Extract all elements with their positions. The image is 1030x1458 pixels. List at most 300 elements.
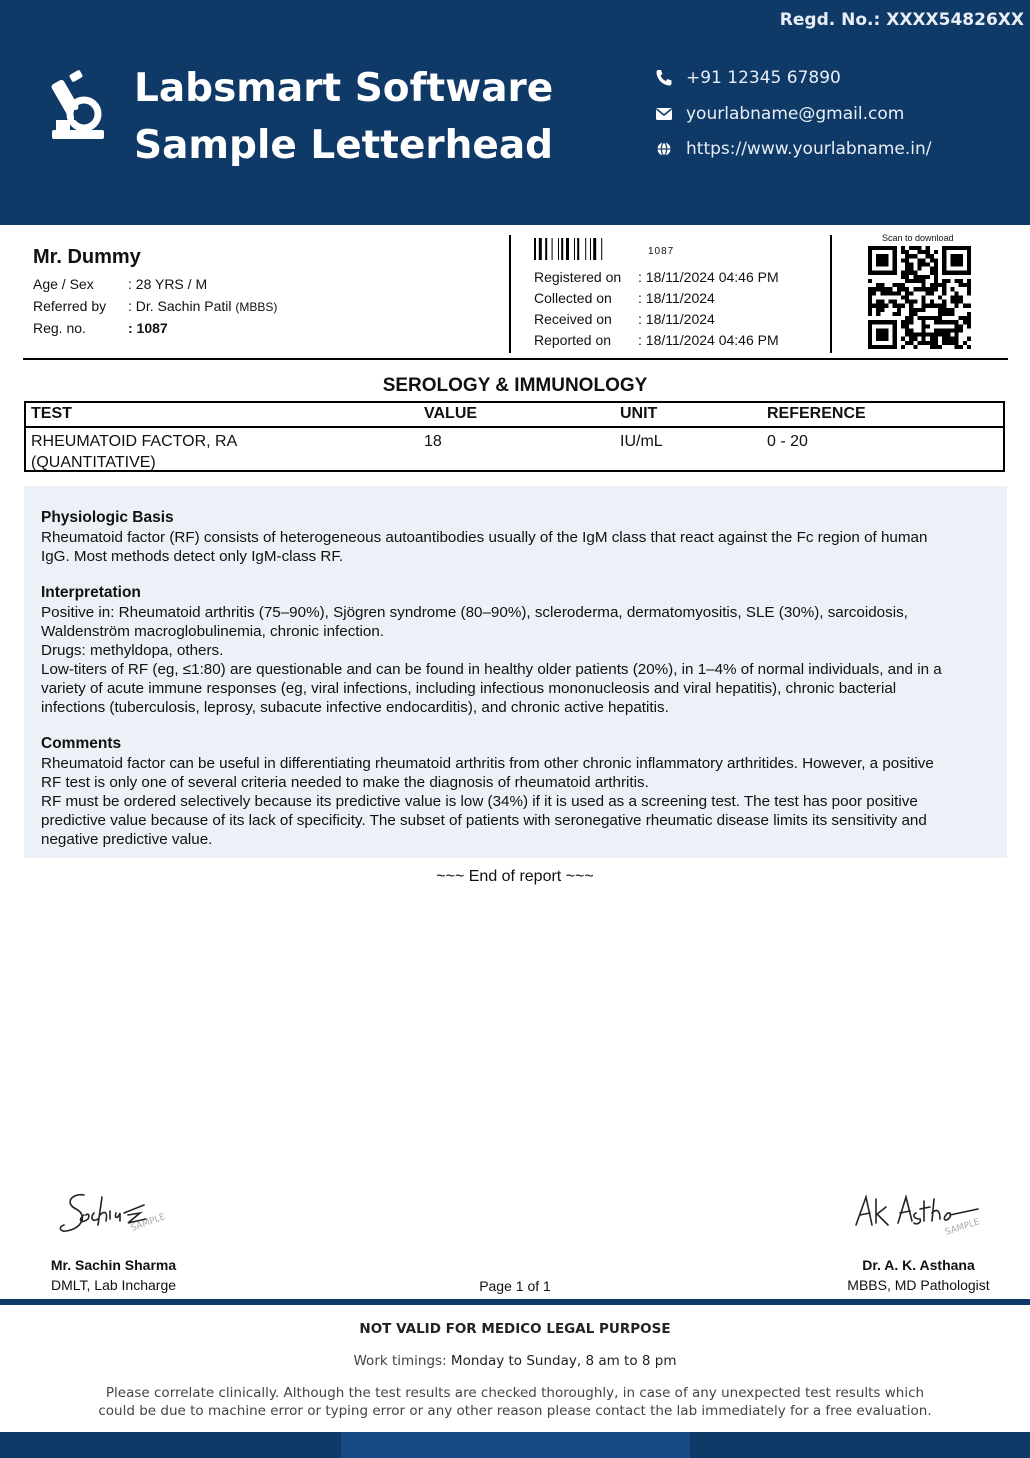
- qr-module: [942, 279, 946, 283]
- referred-degree: (MBBS): [235, 300, 278, 314]
- qr-module: [938, 316, 942, 320]
- qr-module: [926, 254, 930, 258]
- qr-module: [955, 304, 959, 308]
- qr-module: [889, 291, 893, 295]
- qr-module: [917, 287, 921, 291]
- barcode-bar: [552, 238, 553, 260]
- contact-website[interactable]: [654, 137, 932, 161]
- qr-module: [930, 341, 934, 345]
- divider: [509, 235, 511, 353]
- qr-module: [909, 291, 913, 295]
- qr-module: [926, 287, 930, 291]
- qr-module: [967, 337, 971, 341]
- qr-module: [905, 316, 909, 320]
- qr-module: [942, 300, 946, 304]
- qr-module: [950, 300, 954, 304]
- qr-module: [905, 279, 909, 283]
- qr-module: [905, 328, 909, 332]
- qr-module: [884, 304, 888, 308]
- qr-module: [905, 333, 909, 337]
- qr-module: [950, 308, 954, 312]
- qr-module: [922, 316, 926, 320]
- qr-module: [934, 337, 938, 341]
- qr-module: [876, 312, 880, 316]
- disclaimer: [90, 1384, 940, 1420]
- website-text: https://www.yourlabname.in/: [686, 139, 932, 159]
- patient-name: Mr. Dummy: [33, 246, 141, 268]
- qr-module: [955, 300, 959, 304]
- physiologic-heading: Physiologic Basis: [41, 509, 174, 526]
- qr-module: [959, 345, 963, 349]
- qr-module: [913, 312, 917, 316]
- qr-module: [909, 341, 913, 345]
- registered-label: Registered on: [534, 269, 622, 285]
- qr-module: [901, 320, 905, 324]
- qr-module: [922, 328, 926, 332]
- qr-module: [868, 295, 872, 299]
- qr-module: [913, 300, 917, 304]
- text-line: Low-titers of RF (eg, ≤1:80) are questionable and can be found in healthy older patients (20%), in 1–4% of normal individuals, and in a: [41, 661, 942, 678]
- qr-module: [868, 300, 872, 304]
- qr-module: [942, 333, 946, 337]
- qr-module: [950, 341, 954, 345]
- qr-module: [905, 254, 909, 258]
- qr-module: [934, 283, 938, 287]
- qr-module: [950, 320, 954, 324]
- phone-icon: [654, 68, 674, 88]
- qr-module: [905, 341, 909, 345]
- qr-module: [934, 345, 938, 349]
- qr-module: [938, 333, 942, 337]
- qr-label: Scan to download: [882, 233, 954, 243]
- footer-divider: [0, 1299, 1030, 1305]
- qr-module: [959, 300, 963, 304]
- right-signatory-name: Dr. A. K. Asthana: [862, 1257, 975, 1273]
- qr-module: [913, 287, 917, 291]
- qr-module: [922, 333, 926, 337]
- reported-value: : 18/11/2024 04:46 PM: [638, 332, 779, 348]
- qr-module: [959, 279, 963, 283]
- qr-module: [934, 279, 938, 283]
- qr-module: [946, 320, 950, 324]
- qr-module: [880, 308, 884, 312]
- qr-module: [946, 341, 950, 345]
- qr-module: [884, 291, 888, 295]
- globe-icon: [654, 139, 674, 159]
- text-line: Rheumatoid factor (RF) consists of heterogeneous autoantibodies usually of the IgM class that react against the Fc region of human: [41, 529, 928, 546]
- qr-module: [922, 308, 926, 312]
- qr-module: [868, 312, 872, 316]
- qr-module: [905, 262, 909, 266]
- qr-module: [922, 300, 926, 304]
- qr-module: [934, 304, 938, 308]
- qr-module: [934, 262, 938, 266]
- qr-module: [934, 275, 938, 279]
- qr-module: [897, 304, 901, 308]
- qr-module: [942, 304, 946, 308]
- qr-module: [967, 291, 971, 295]
- qr-module: [917, 275, 921, 279]
- barcode-number: 1087: [648, 246, 675, 257]
- qr-module: [959, 328, 963, 332]
- disclaimer-line: could be due to machine error or typing error or any other reason please contact the lab immediately for a free evaluation.: [98, 1403, 932, 1419]
- qr-module: [893, 304, 897, 308]
- email-text: yourlabname@gmail.com: [686, 104, 905, 124]
- qr-module: [909, 304, 913, 308]
- sample-stamp: SAMPLE: [943, 1217, 982, 1238]
- qr-module: [926, 316, 930, 320]
- qr-module: [897, 291, 901, 295]
- right-signature-block: [842, 1185, 995, 1295]
- barcode-bar: [601, 238, 602, 260]
- work-timings: [0, 1353, 1030, 1369]
- letterhead-header: [0, 0, 1030, 225]
- collected-value: : 18/11/2024: [638, 290, 715, 306]
- notes-panel: [24, 486, 1007, 858]
- table-cell-value: 18: [424, 433, 442, 450]
- column-header-unit: UNIT: [620, 405, 658, 422]
- qr-module: [913, 246, 917, 250]
- barcode-bar: [577, 238, 579, 260]
- qr-module: [876, 287, 880, 291]
- qr-module: [959, 295, 963, 299]
- results-table: [24, 401, 1005, 472]
- qr-module: [868, 308, 872, 312]
- qr-finder: [950, 254, 962, 266]
- qr-module: [926, 304, 930, 308]
- qr-module: [938, 312, 942, 316]
- qr-module: [897, 283, 901, 287]
- qr-module: [905, 291, 909, 295]
- reg-no-label: Reg. no.: [33, 320, 86, 336]
- text-line: variety of acute immune responses (eg, viral infections, including infectious mononucleosis and viral hepatitis), chronic bacterial: [41, 680, 897, 697]
- qr-module: [909, 333, 913, 337]
- qr-module: [967, 279, 971, 283]
- qr-module: [868, 291, 872, 295]
- registration-number: Regd. No.: XXXX54826XX: [779, 10, 1024, 30]
- barcode-bar: [585, 238, 586, 260]
- qr-module: [893, 283, 897, 287]
- qr-module: [917, 316, 921, 320]
- disclaimer-line: Please correlate clinically. Although the test results are checked thoroughly, in case of any unexpected test results which: [105, 1385, 925, 1401]
- divider: [830, 235, 832, 353]
- qr-module: [950, 287, 954, 291]
- qr-module: [950, 312, 954, 316]
- qr-module: [897, 287, 901, 291]
- qr-module: [880, 304, 884, 308]
- footer-band-accent: [341, 1432, 690, 1458]
- test-name-line1: RHEUMATOID FACTOR, RA: [31, 433, 238, 450]
- qr-module: [930, 287, 934, 291]
- signature-image: [54, 1185, 179, 1245]
- qr-module: [963, 304, 967, 308]
- qr-module: [926, 262, 930, 266]
- qr-module: [909, 308, 913, 312]
- qr-module: [926, 341, 930, 345]
- qr-module: [901, 304, 905, 308]
- qr-module: [880, 300, 884, 304]
- qr-module: [872, 287, 876, 291]
- qr-module: [901, 275, 905, 279]
- qr-module: [942, 283, 946, 287]
- qr-module: [905, 250, 909, 254]
- section-title: SEROLOGY & IMMUNOLOGY: [382, 375, 648, 396]
- qr-module: [967, 304, 971, 308]
- text-line: Drugs: methyldopa, others.: [41, 642, 224, 659]
- age-sex-label: Age / Sex: [33, 276, 94, 292]
- qr-module: [897, 312, 901, 316]
- qr-module: [917, 250, 921, 254]
- qr-module: [946, 312, 950, 316]
- page-number: Page 1 of 1: [479, 1278, 551, 1294]
- qr-module: [938, 328, 942, 332]
- qr-module: [909, 300, 913, 304]
- qr-module: [934, 328, 938, 332]
- qr-module: [905, 258, 909, 262]
- qr-module: [917, 333, 921, 337]
- qr-module: [934, 320, 938, 324]
- qr-module: [909, 254, 913, 258]
- qr-module: [909, 267, 913, 271]
- qr-module: [922, 304, 926, 308]
- qr-module: [934, 316, 938, 320]
- divider: [26, 426, 1003, 428]
- column-header-value: VALUE: [424, 405, 478, 422]
- qr-module: [926, 324, 930, 328]
- qr-module: [926, 246, 930, 250]
- barcode-bar: [574, 238, 575, 260]
- qr-module: [950, 295, 954, 299]
- qr-module: [934, 341, 938, 345]
- qr-module: [959, 316, 963, 320]
- divider: [23, 358, 1008, 360]
- barcode-bar: [539, 238, 542, 260]
- qr-module: [946, 333, 950, 337]
- qr-module: [930, 271, 934, 275]
- contact-email[interactable]: [654, 102, 904, 126]
- qr-module: [950, 328, 954, 332]
- qr-module: [967, 316, 971, 320]
- qr-module: [955, 328, 959, 332]
- qr-module: [884, 287, 888, 291]
- qr-module: [913, 271, 917, 275]
- qr-module: [922, 320, 926, 324]
- qr-module: [926, 250, 930, 254]
- qr-module: [909, 328, 913, 332]
- barcode-bar: [590, 238, 591, 260]
- text-line: RF must be ordered selectively because its predictive value is low (34%) if it is used as a screening test. The test has poor positive: [41, 793, 918, 810]
- qr-module: [868, 287, 872, 291]
- microscope-icon: [48, 70, 108, 146]
- qr-module: [917, 262, 921, 266]
- qr-module: [893, 291, 897, 295]
- qr-module: [946, 279, 950, 283]
- qr-module: [922, 324, 926, 328]
- qr-module: [967, 345, 971, 349]
- qr-finder: [876, 254, 888, 266]
- physiologic-text: [41, 528, 991, 566]
- qr-module: [950, 337, 954, 341]
- qr-module: [905, 300, 909, 304]
- qr-module: [901, 345, 905, 349]
- qr-module: [876, 304, 880, 308]
- reg-no-value: : 1087: [128, 320, 168, 336]
- received-label: Received on: [534, 311, 612, 327]
- qr-module: [930, 254, 934, 258]
- work-timings-value: Monday to Sunday, 8 am to 8 pm: [450, 1353, 677, 1369]
- qr-module: [876, 283, 880, 287]
- qr-module: [934, 333, 938, 337]
- age-sex-value: : 28 YRS / M: [128, 276, 208, 292]
- qr-module: [922, 287, 926, 291]
- phone-text: +91 12345 67890: [686, 68, 841, 88]
- qr-module: [917, 246, 921, 250]
- referred-by-label: Referred by: [33, 298, 107, 314]
- qr-module: [905, 295, 909, 299]
- text-line: negative predictive value.: [41, 831, 213, 848]
- signature-image: [850, 1185, 995, 1245]
- qr-module: [913, 337, 917, 341]
- qr-module: [963, 320, 967, 324]
- qr-module: [909, 337, 913, 341]
- qr-module: [938, 304, 942, 308]
- qr-module: [930, 300, 934, 304]
- text-line: infections (tuberculosis, leprosy, subacute infective endocarditis), and chronic active hepatitis.: [41, 699, 669, 716]
- qr-module: [876, 308, 880, 312]
- barcode-bar: [566, 238, 569, 260]
- qr-module: [942, 287, 946, 291]
- qr-module: [922, 341, 926, 345]
- qr-module: [913, 254, 917, 258]
- qr-module: [917, 258, 921, 262]
- qr-module: [930, 258, 934, 262]
- collected-label: Collected on: [534, 290, 612, 306]
- qr-module: [938, 320, 942, 324]
- legal-notice: NOT VALID FOR MEDICO LEGAL PURPOSE: [359, 1321, 671, 1337]
- qr-module: [901, 287, 905, 291]
- reported-label: Reported on: [534, 332, 612, 348]
- qr-module: [930, 283, 934, 287]
- qr-module: [942, 320, 946, 324]
- text-line: Rheumatoid factor can be useful in differentiating rheumatoid arthritis from other chronic inflammatory arthritides. However, a positive: [41, 755, 934, 772]
- qr-module: [868, 304, 872, 308]
- qr-module: [934, 267, 938, 271]
- qr-module: [893, 312, 897, 316]
- qr-module: [901, 337, 905, 341]
- qr-module: [938, 295, 942, 299]
- test-name-line2: (QUANTITATIVE): [31, 454, 156, 471]
- qr-module: [905, 324, 909, 328]
- qr-module: [901, 283, 905, 287]
- qr-module: [942, 312, 946, 316]
- qr-module: [913, 333, 917, 337]
- qr-module: [901, 246, 905, 250]
- qr-module: [913, 279, 917, 283]
- comments-text: [41, 754, 991, 849]
- qr-module: [880, 287, 884, 291]
- qr-module: [967, 287, 971, 291]
- qr-module: [889, 287, 893, 291]
- qr-module: [909, 246, 913, 250]
- qr-module: [942, 291, 946, 295]
- barcode-bar: [558, 238, 559, 260]
- qr-module: [930, 337, 934, 341]
- qr-module: [909, 271, 913, 275]
- qr-module: [913, 308, 917, 312]
- qr-module: [905, 320, 909, 324]
- qr-module: [955, 291, 959, 295]
- qr-module: [967, 320, 971, 324]
- qr-module: [942, 341, 946, 345]
- column-header-reference: REFERENCE: [767, 405, 866, 422]
- qr-module: [922, 258, 926, 262]
- qr-module: [922, 337, 926, 341]
- received-value: : 18/11/2024: [638, 311, 715, 327]
- qr-module: [909, 316, 913, 320]
- qr-module: [946, 308, 950, 312]
- referred-doctor: : Dr. Sachin Patil: [128, 298, 232, 314]
- registered-value: : 18/11/2024 04:46 PM: [638, 269, 779, 285]
- qr-module: [926, 275, 930, 279]
- qr-module: [922, 250, 926, 254]
- qr-module: [934, 258, 938, 262]
- qr-module: [901, 271, 905, 275]
- qr-module: [897, 308, 901, 312]
- left-signatory-name: Mr. Sachin Sharma: [50, 1257, 177, 1273]
- qr-module: [913, 275, 917, 279]
- qr-module: [934, 250, 938, 254]
- envelope-icon: [654, 104, 674, 124]
- qr-module: [922, 275, 926, 279]
- qr-module: [963, 283, 967, 287]
- qr-module: [901, 295, 905, 299]
- qr-module: [930, 267, 934, 271]
- qr-module: [901, 250, 905, 254]
- qr-module: [959, 324, 963, 328]
- qr-module: [955, 333, 959, 337]
- qr-module: [955, 320, 959, 324]
- qr-module: [917, 267, 921, 271]
- qr-module: [930, 333, 934, 337]
- qr-module: [955, 341, 959, 345]
- lab-name: [134, 60, 553, 174]
- qr-code[interactable]: [868, 246, 971, 349]
- qr-module: [938, 308, 942, 312]
- qr-module: [917, 308, 921, 312]
- text-line: predictive value because of its lack of specificity. The subset of patients with seronegative rheumatic disease limits its sensitivity and: [41, 812, 927, 829]
- barcode-bar: [561, 238, 563, 260]
- qr-module: [901, 324, 905, 328]
- qr-module: [942, 308, 946, 312]
- qr-module: [963, 341, 967, 345]
- qr-module: [880, 283, 884, 287]
- qr-module: [922, 279, 926, 283]
- text-line: Positive in: Rheumatoid arthritis (75–90%), Sjögren syndrome (80–90%), scleroderma, dermatomyositis, SLE (30%), sarcoidosis,: [41, 604, 908, 621]
- qr-module: [905, 267, 909, 271]
- qr-module: [955, 324, 959, 328]
- qr-finder: [876, 328, 888, 340]
- qr-module: [930, 291, 934, 295]
- qr-module: [955, 337, 959, 341]
- qr-module: [946, 328, 950, 332]
- qr-module: [905, 287, 909, 291]
- qr-module: [926, 333, 930, 337]
- contact-phone[interactable]: [654, 66, 841, 90]
- qr-module: [922, 295, 926, 299]
- qr-module: [938, 345, 942, 349]
- qr-module: [909, 320, 913, 324]
- qr-module: [930, 345, 934, 349]
